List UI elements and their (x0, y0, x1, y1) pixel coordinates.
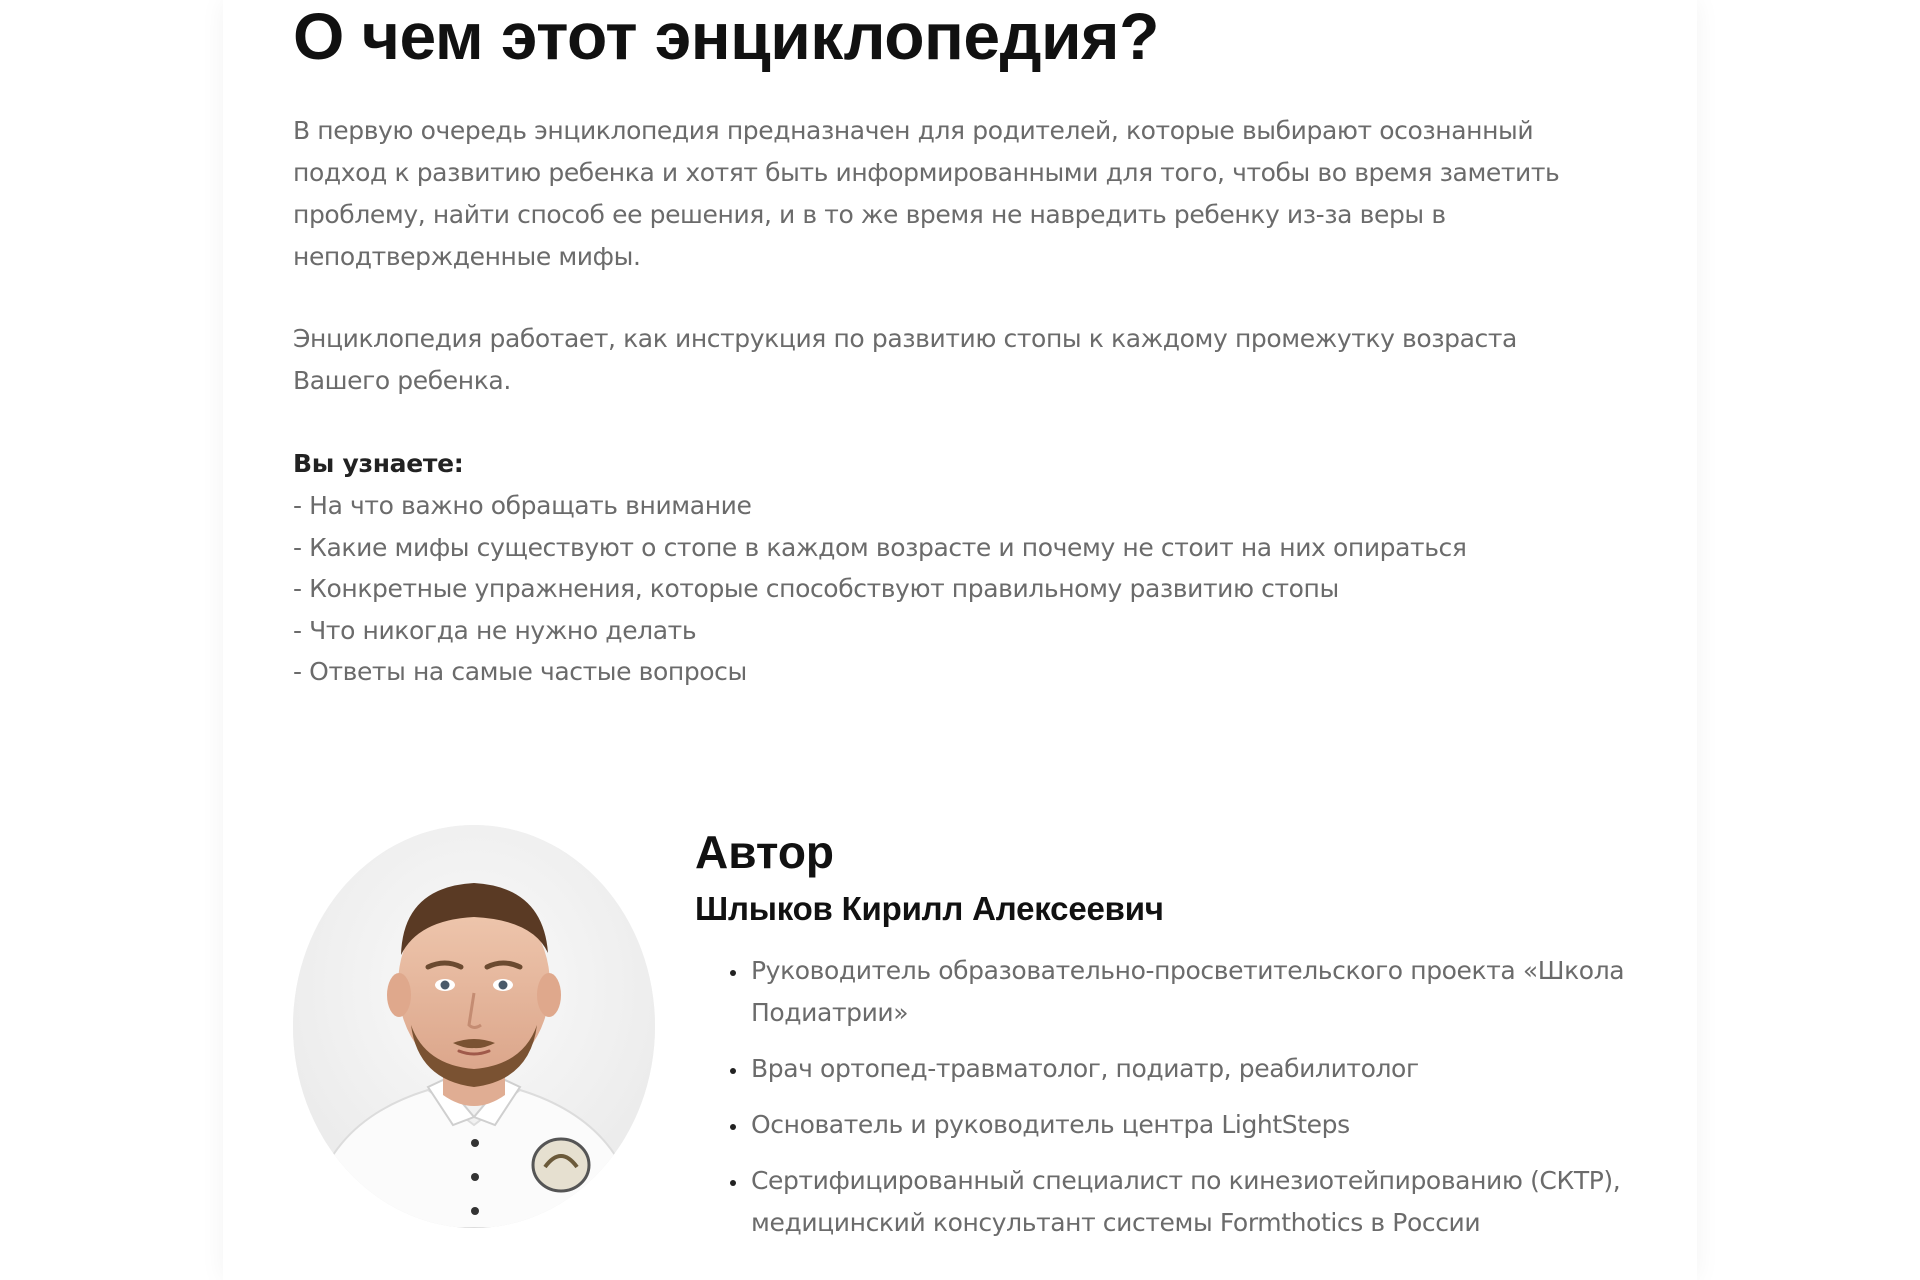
list-item: - На что важно обращать внимание (293, 491, 752, 520)
list-item: - Ответы на самые частые вопросы (293, 657, 747, 686)
author-name: Шлыков Кирилл Алексеевич (695, 890, 1164, 927)
author-photo (293, 825, 655, 1228)
author-section (695, 820, 1635, 1258)
list-item: • Врач ортопед-травматолог, подиатр, реабилитолог (749, 1048, 1635, 1090)
list-item: • Руководитель образовательно-просветительского проекта «Школа Подиатрии» (749, 950, 1635, 1034)
author-credentials-list (695, 950, 1635, 1244)
intro-paragraph: В первую очередь энциклопедия предназначен для родителей, которые выбирают осознанный подход к развитию ребенка и хотят быть информированными для того, чтобы во время заметить проблему, найти способ ее решения, и в то же время не навредить ребенку из-за веры в неподтвержденные мифы. (293, 116, 1560, 271)
learn-title: Вы узнаете: (293, 449, 464, 478)
author-portrait (293, 825, 655, 1228)
learn-list (293, 485, 1467, 693)
list-item: - Конкретные упражнения, которые способствуют правильному развитию стопы (293, 574, 1339, 603)
list-item: - Что никогда не нужно делать (293, 615, 697, 645)
instruction-paragraph: Энциклопедия работает, как инструкция по развитию стопы к каждому промежутку возраста Вашего ребенка. (293, 324, 1517, 395)
list-item: - Какие мифы существуют о стопе в каждом возрасте и почему не стоит на них опираться (293, 532, 1467, 562)
page-title: О чем этот энциклопедия? (293, 0, 1159, 73)
list-item: • Сертифицированный специалист по кинезиотейпированию (СКТР), медицинский консультант системы Formthotics в России (749, 1160, 1635, 1244)
list-item: • Основатель и руководитель центра LightSteps (749, 1104, 1635, 1146)
author-heading: Автор (695, 826, 835, 878)
